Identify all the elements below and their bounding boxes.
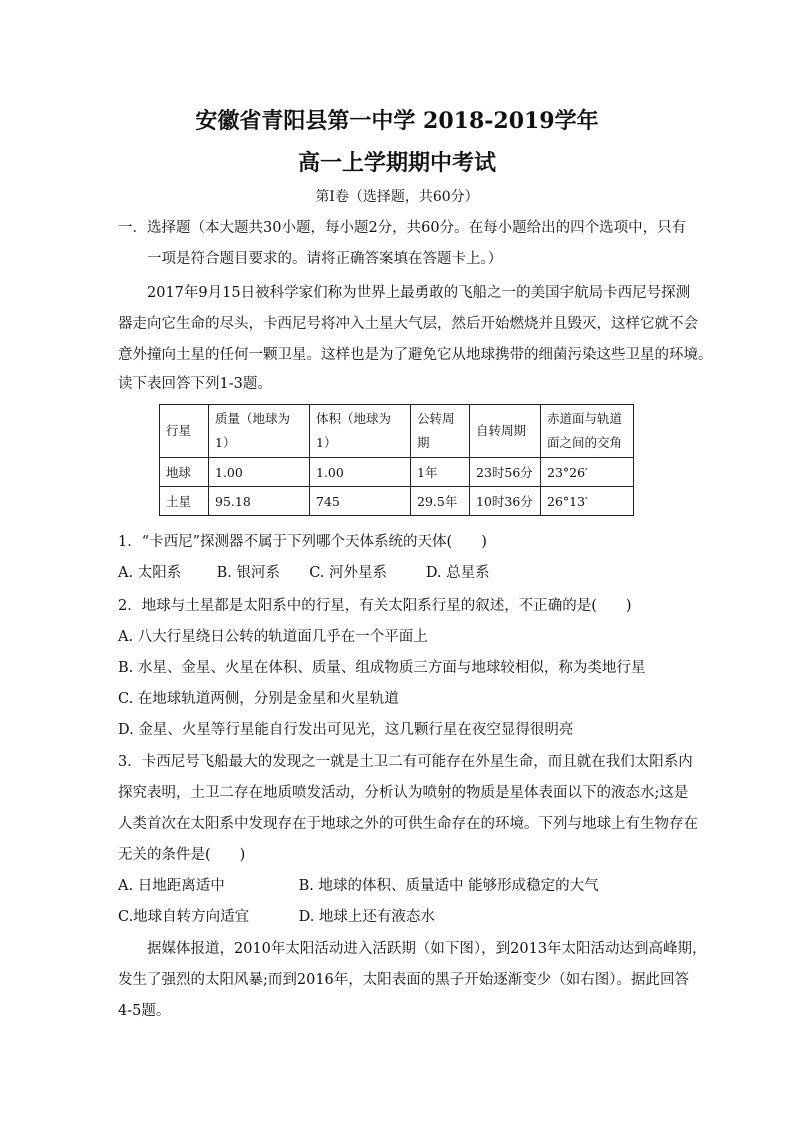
table-header-cell: 自转周期 [470,405,541,458]
table-cell: 745 [310,487,411,516]
section-heading-line2: 一项是符合题目要求的。请将正确答案填在答题卡上。） [147,251,503,267]
passage1-line2: 器走向它生命的尽头，卡西尼号将冲入土星大气层，然后开始燃烧并且毁灭，这样它就不会 [118,316,698,332]
table-header-cell: 体积（地球为1） [310,405,411,458]
table-header-cell: 行星 [160,405,209,458]
question-2-stem: 2．地球与土星都是太阳系中的行星，有关太阳系行星的叙述，不正确的是( ) [118,598,632,614]
question-3-line4: 无关的条件是( ) [118,847,246,863]
passage1-line3: 意外撞向土星的任何一颗卫星。这样也是为了避免它从地球携带的细菌污染这些卫星的环境。 [118,347,713,363]
page-subtitle: 第Ⅰ卷（选择题，共60分） [315,189,479,205]
option-d: D. 总星系 [425,565,490,581]
question-3-options-row1 [118,874,599,895]
question-3-line1: 3．卡西尼号飞船最大的发现之一就是土卫二有可能存在外星生命，而且就在我们太阳系内 [118,754,693,770]
table-cell: 23°26′ [541,458,634,487]
table-cell: 1.00 [209,458,310,487]
table-cell: 26°13′ [541,487,634,516]
passage2-line1: 据媒体报道，2010年太阳活动进入活跃期（如下图），到2013年太阳活动达到高峰期， [147,941,707,957]
option-c: C. 河外星系 [309,565,388,581]
table-row [160,487,634,516]
option-b: B. 地球的体积、质量适中 能够形成稳定的大气 [298,878,599,894]
question-1-options [118,561,490,582]
question-3-options-row2 [118,905,435,926]
option-b: B. 银河系 [216,565,280,581]
page-title-line1: 安徽省青阳县第一中学 2018-2019学年 [195,108,599,134]
table-cell: 10时36分 [470,487,541,516]
table-cell: 95.18 [209,487,310,516]
passage2-line2: 发生了强烈的太阳风暴;而到2016年，太阳表面的黑子开始逐渐变少（如右图）。据此回答 [118,972,690,988]
table-header-cell: 赤道面与轨道面之间的交角 [541,405,634,458]
question-2-option-a: A. 八大行星绕日公转的轨道面几乎在一个平面上 [118,629,428,645]
table-header-cell: 质量（地球为1） [209,405,310,458]
question-2-option-d: D. 金星、火星等行星能自行发出可见光，这几颗行星在夜空显得很明亮 [118,722,574,738]
option-d: D. 地球上还有液态水 [298,909,435,925]
table-cell: 29.5年 [411,487,470,516]
option-a: A. 日地距离适中 [118,878,225,894]
table-cell: 1.00 [310,458,411,487]
question-3-line3: 人类首次在太阳系中发现存在于地球之外的可供生命存在的环境。下列与地球上有生物存在 [118,816,698,832]
option-c: C.地球自转方向适宜 [118,909,250,925]
question-2-option-b: B. 水星、金星、火星在体积、质量、组成物质三方面与地球较相似，称为类地行星 [118,660,646,676]
page-title-line2: 高一上学期期中考试 [297,150,496,176]
table-header-cell: 公转周期 [411,405,470,458]
passage1-line4: 读下表回答下列1-3题。 [118,376,272,392]
table-row [160,458,634,487]
section-heading-line1: 一．选择题（本大题共30小题，每小题2分，共60分。在每小题给出的四个选项中，只有 [118,220,687,236]
table-cell: 土星 [160,487,209,516]
option-a: A. 太阳系 [118,565,182,581]
table-cell: 地球 [160,458,209,487]
question-3-line2: 探究表明，土卫二存在地质喷发活动，分析认为喷射的物质是星体表面以下的液态水;这是 [118,785,689,801]
question-1-stem: 1．“卡西尼”探测器不属于下列哪个天体系统的天体( ) [118,534,487,550]
table-cell: 23时56分 [470,458,541,487]
passage1-line1: 2017年9月15日被科学家们称为世界上最勇敢的飞船之一的美国宇航局卡西尼号探测 [147,285,691,301]
table-cell: 1年 [411,458,470,487]
planet-table [159,404,634,516]
question-2-option-c: C. 在地球轨道两侧，分别是金星和火星轨道 [118,691,399,707]
passage2-line3: 4-5题。 [118,1003,171,1019]
table-header-row [160,405,634,458]
